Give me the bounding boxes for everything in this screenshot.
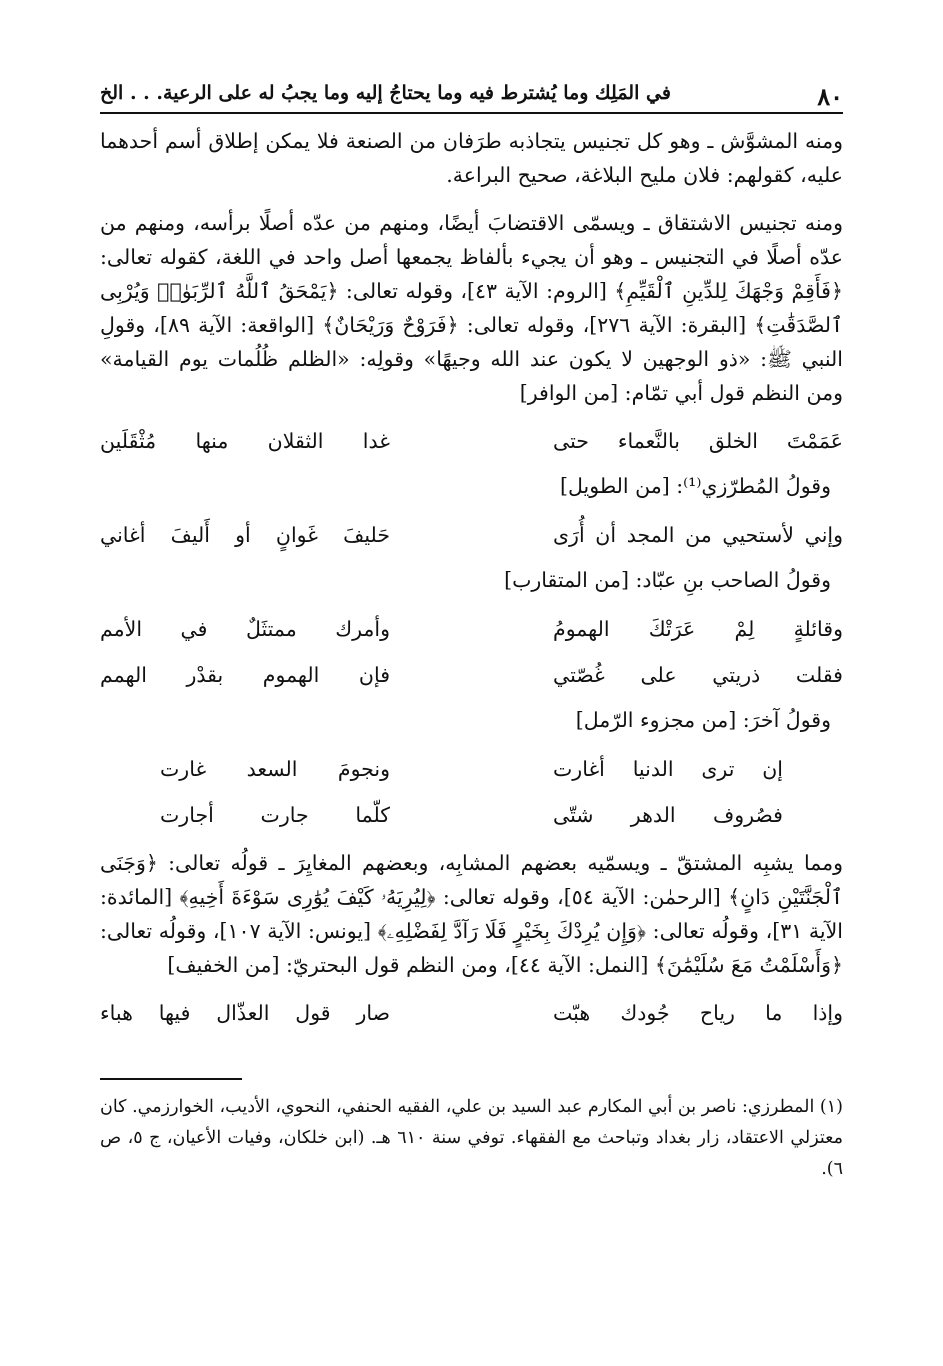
verse-hemistich-second: وأمرك ممتثَلٌ في الأمم [100, 617, 390, 641]
verse-intro-mutarrizi: وقولُ المُطرّزي⁽¹⁾: [من الطويل] [560, 474, 831, 498]
verse-mutarrizi [100, 512, 843, 558]
verse-intro-sahib: وقولُ الصاحب بنِ عبّاد: [من المتقارب] [504, 568, 831, 592]
verse-hemistich-second: فإن الهموم بقدْر الهمم [100, 663, 390, 687]
paragraph-mushawwash: ومنه المشوَّش ـ وهو كل تجنيس يتجاذبه طرَفان من الصنعة فلا يمكن إطلاق أسم أحدهما عليه، كقولهم: فلان مليح البلاغة، صحيح البراعة. [100, 129, 843, 187]
verse-akhar-2 [100, 792, 843, 838]
footnote-mutarrizi: (١) المطرزي: ناصر بن أبي المكارم عبد السيد بن علي، الفقيه الحنفي، النحوي، الأديب، الخوارزمي. كان معتزلي الاعتقاد، زار بغداد وتباحث مع الفقهاء. توفي سنة ٦١٠ هـ. (ابن خلكان، وفيات الأعيان، ج ٥، ص ٦). [100, 1097, 843, 1179]
verse-hemistich-second: ونجومَ السعد غارت [160, 757, 390, 781]
verse-abu-tammam [100, 418, 843, 464]
verse-hemistich-first: إن ترى الدنيا أغارت [553, 757, 783, 781]
verse-akhar-1 [100, 746, 843, 792]
verse-hemistich-first: فصُروف الدهر شتّى [553, 803, 783, 827]
running-title: في المَلِك وما يُشترط فيه وما يحتاجُ إليه وما يجبُ له على الرعية. . . الخ [100, 82, 671, 104]
verse-hemistich-second: غدا الثقلان منها مُثْقَلَين [100, 429, 390, 453]
verse-hemistich-first: وإني لأستحيي من المجد أن أُرَى [553, 523, 843, 547]
footnote-separator [100, 1078, 242, 1080]
verse-sahib-2 [100, 652, 843, 698]
verse-buhturi [100, 990, 843, 1036]
verse-intro-akhar: وقولُ آخرَ: [من مجزوء الرّمل] [575, 708, 831, 732]
verse-hemistich-first: وإذا ما رياح جُودك هبّت [553, 1001, 843, 1025]
verse-hemistich-first: عَمَمْتَ الخلق بالنَّعماء حتى [553, 429, 843, 453]
verse-hemistich-second: كلّما جارت أجارت [160, 803, 390, 827]
paragraph-mushabih: ومما يشبِه المشتقّ ـ ويسمّيه بعضهم المشابِه، وبعضهم المغايِرَ ـ قولُه تعالى: ﴿وَجَنَى ٱلْجَنَّتَيْنِ دَانٍ﴾ [الرحمٰن: الآية ٥٤]، وقوله تعالى: ﴿لِيُرِيَهُۥ كَيْفَ يُوَٰرِى سَوْءَةَ أَخِيهِ﴾ [المائدة: الآية ٣١]، وقولُه تعالى: ﴿وَإِن يُرِدْكَ بِخَيْرٍ فَلَا رَآدَّ لِفَضْلِهِۦ﴾ [يونس: الآية ١٠٧]، وقولُه تعالى: ﴿وَأَسْلَمْتُ مَعَ سُلَيْمَٰنَ﴾ [النمل: الآية ٤٤]، ومن النظم قول البحتريّ: [من الخفيف] [100, 851, 843, 977]
verse-hemistich-first: فقلت ذريتي على غُصّتي [553, 663, 843, 687]
verse-sahib-1 [100, 606, 843, 652]
verse-hemistich-second: حَليفَ غَوانٍ أو أَليفَ أغاني [100, 523, 390, 547]
verse-hemistich-second: صار قول العذّال فيها هباء [100, 1001, 390, 1025]
paragraph-ishtiqaq: ومنه تجنيس الاشتقاق ـ ويسمّى الاقتضابَ أيضًا، ومنهم من عدّه أصلًا برأسه، ومنهم من عدّه أصلًا في التجنيس ـ وهو أن يجيء بألفاظ يجمعها أصل واحد في اللغة، كقوله تعالى: ﴿فَأَقِمْ وَجْهَكَ لِلدِّينِ ٱلْقَيِّمِ﴾ [الروم: الآية ٤٣]، وقوله تعالى: ﴿يَمْحَقُ ٱللَّهُ ٱلرِّبَوٰا۟ وَيُرْبِى ٱلصَّدَقَٰتِ﴾ [البقرة: الآية ٢٧٦]، وقوله تعالى: ﴿فَرَوْحٌ وَرَيْحَانٌ﴾ [الواقعة: الآية ٨٩]، وقولِ النبي ﷺ: «ذو الوجهين لا يكون عند الله وجيهًا» وقولِه: «الظلم ظُلُمات يوم القيامة» ومن النظم قول أبي تمّام: [من الوافر] [100, 211, 843, 405]
running-header [100, 70, 843, 114]
book-page [100, 70, 843, 1366]
verse-hemistich-first: وقائلةٍ لِمْ عَرَتْكَ الهمومُ [553, 617, 843, 641]
page-number: ٨٠ [817, 82, 843, 111]
